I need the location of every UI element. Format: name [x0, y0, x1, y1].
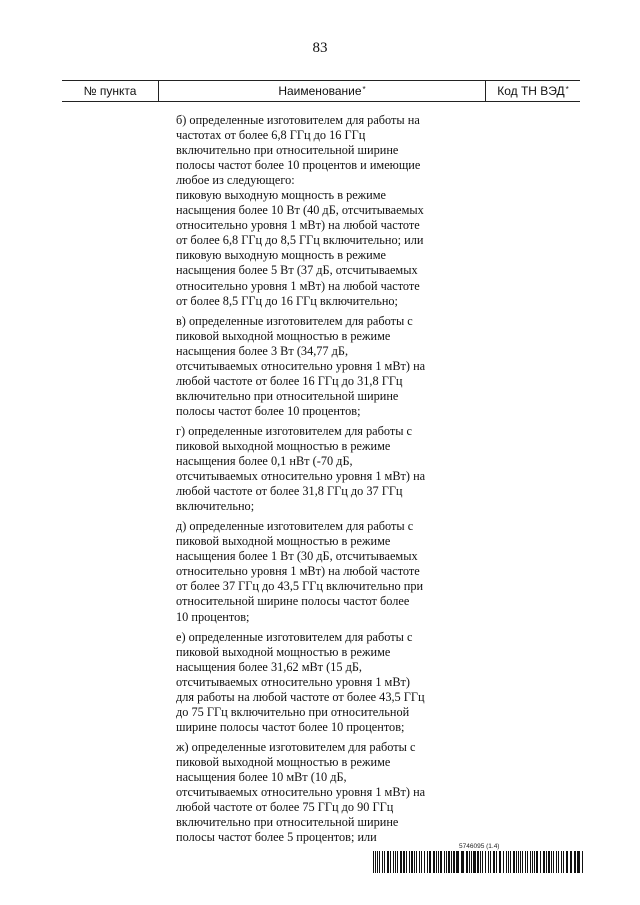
description-paragraph: [176, 113, 446, 309]
description-line: насыщения более 10 Вт (40 дБ, отсчитываемых: [176, 203, 424, 218]
description-line: ж) определенные изготовителем для работы с: [176, 739, 416, 754]
description-line: е) определенные изготовителем для работы с: [176, 629, 413, 644]
description-line: отсчитываемых относительно уровня 1 мВт) на: [176, 785, 426, 800]
description-line: для работы на любой частоте от более 43,5 ГГц: [176, 689, 425, 704]
description-line: от более 37 ГГц до 43,5 ГГц включительно при: [176, 579, 424, 594]
description-line: любой частоте от более 16 ГГц до 31,8 ГГц: [176, 373, 403, 388]
header-col-name-label: Наименование: [278, 84, 362, 98]
header-col-name-footnote-mark: *: [362, 84, 366, 94]
description-paragraph: [176, 314, 446, 419]
description-line: отсчитываемых относительно уровня 1 мВт): [176, 674, 411, 689]
description-line: пиковой выходной мощностью в режиме: [176, 754, 391, 769]
description-line: относительно уровня 1 мВт) на любой частоте: [176, 564, 420, 579]
description-line: в) определенные изготовителем для работы с: [176, 313, 413, 328]
description-paragraph: [176, 740, 446, 845]
description-line: пиковой выходной мощностью в режиме: [176, 534, 391, 549]
description-paragraph: [176, 519, 446, 624]
description-line: насыщения более 5 Вт (37 дБ, отсчитываемых: [176, 263, 418, 278]
description-line: отсчитываемых относительно уровня 1 мВт) на: [176, 469, 426, 484]
description-line: включительно при относительной ширине: [176, 388, 399, 403]
header-col-code-footnote-mark: *: [565, 84, 569, 94]
description-line: включительно при относительной ширине: [176, 815, 399, 830]
table-header: [62, 80, 580, 102]
description-line: от более 6,8 ГГц до 8,5 ГГц включительно; или: [176, 233, 424, 248]
description-line: д) определенные изготовителем для работы с: [176, 519, 414, 534]
description-line: пиковой выходной мощностью в режиме: [176, 328, 391, 343]
description-line: насыщения более 3 Вт (34,77 дБ,: [176, 343, 349, 358]
description-line: насыщения более 0,1 нВт (-70 дБ,: [176, 454, 353, 469]
barcode-icon: [373, 851, 585, 873]
description-line: ширине полосы частот более 10 процентов;: [176, 719, 405, 734]
description-line: пиковой выходной мощностью в режиме: [176, 438, 391, 453]
description-line: пиковую выходную мощность в режиме: [176, 188, 386, 203]
document-code: 5746095 (1.4): [459, 843, 500, 850]
description-line: насыщения более 1 Вт (30 дБ, отсчитываемых: [176, 549, 418, 564]
description-line: от более 8,5 ГГц до 16 ГГц включительно;: [176, 293, 398, 308]
description-line: насыщения более 31,62 мВт (15 дБ,: [176, 659, 362, 674]
description-line: г) определенные изготовителем для работы с: [176, 423, 412, 438]
description-line: относительно уровня 1 мВт) на любой частоте: [176, 218, 420, 233]
header-col-number-label: № пункта: [83, 84, 137, 98]
header-col-name: [159, 81, 486, 101]
description-line: включительно при относительной ширине: [176, 143, 399, 158]
header-col-number: [62, 81, 159, 101]
header-col-code-label: Код ТН ВЭД: [497, 84, 565, 98]
description-paragraph: [176, 630, 446, 735]
description-line: относительно уровня 1 мВт) на любой частоте: [176, 278, 420, 293]
header-col-code: [486, 81, 580, 101]
description-paragraph: [176, 424, 446, 514]
description-line: полосы частот более 10 процентов и имеющие: [176, 158, 421, 173]
description-line: относительной ширине полосы частот более: [176, 594, 410, 609]
description-line: любой частоте от более 75 ГГц до 90 ГГц: [176, 800, 394, 815]
description-line: 10 процентов;: [176, 609, 250, 624]
description-line: до 75 ГГц включительно при относительной: [176, 704, 410, 719]
description-line: любой частоте от более 31,8 ГГц до 37 ГГц: [176, 484, 403, 499]
item-description: [176, 113, 446, 850]
description-line: отсчитываемых относительно уровня 1 мВт) на: [176, 358, 426, 373]
description-line: любое из следующего:: [176, 173, 295, 188]
description-line: частотах от более 6,8 ГГц до 16 ГГц: [176, 128, 366, 143]
description-line: полосы частот более 10 процентов;: [176, 403, 361, 418]
description-line: пиковую выходную мощность в режиме: [176, 248, 386, 263]
description-line: включительно;: [176, 499, 255, 514]
description-line: пиковой выходной мощностью в режиме: [176, 644, 391, 659]
description-line: полосы частот более 5 процентов; или: [176, 830, 377, 845]
description-line: б) определенные изготовителем для работы на: [176, 113, 420, 127]
description-line: насыщения более 10 мВт (10 дБ,: [176, 769, 347, 784]
page-number: 83: [312, 40, 328, 56]
